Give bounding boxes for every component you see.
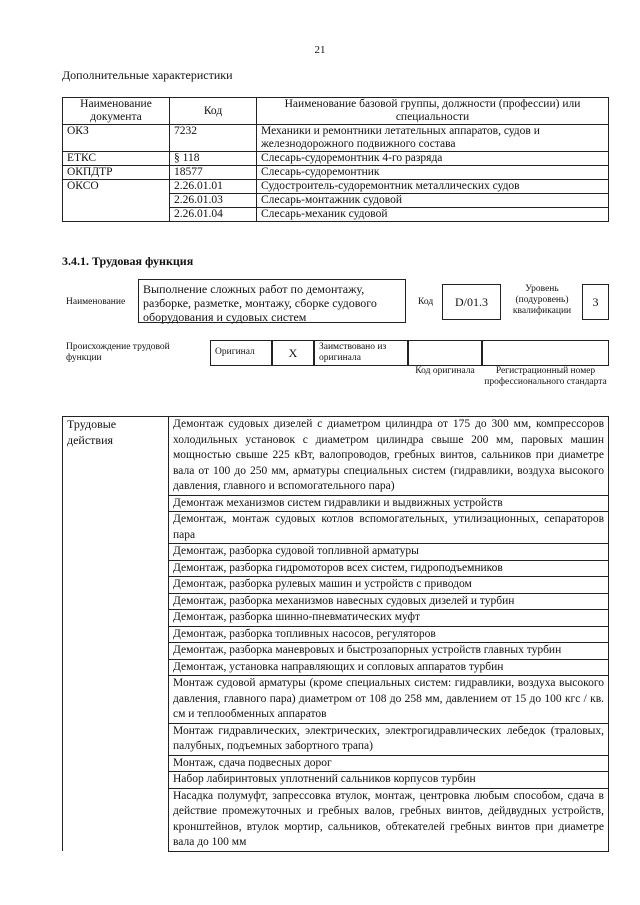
- labor-action-item: Демонтаж, установка направляющих и сопловых аппаратов турбин: [169, 659, 609, 676]
- origin-reg-cell: [482, 340, 609, 366]
- header-code: Код: [170, 98, 257, 125]
- labor-actions-table: [62, 416, 609, 852]
- origin-label: Происхождение трудовой функции: [66, 342, 170, 363]
- labor-action-item: Демонтаж судовых дизелей с диаметром цилиндра от 175 до 300 мм, компрессоров холодильных установок с диаметром цилиндра свыше 200 мм, паровых машин мощностью свыше 225 кВт, валопроводов, гребных винтов, сальников при диаметре вала от 100 до 250 мм, арматуры специальных систем (гидравлики, воздуха высокого давления, главного и вспомогательного пара): [169, 417, 609, 496]
- table-row: [63, 194, 609, 208]
- table-row: [63, 180, 609, 194]
- table-header-row: [63, 98, 609, 125]
- level-label: Уровень (подуровень) квалификации: [512, 284, 572, 316]
- cell-code: 2.26.01.03: [170, 194, 257, 208]
- cell-code: 2.26.01.01: [170, 180, 257, 194]
- name-value: Выполнение сложных работ по демонтажу, разборке, разметке, монтажу, сборке судового оборудования и судовых систем: [138, 279, 406, 323]
- origin-borrowed: Заимствовано из оригинала: [314, 340, 408, 366]
- cell-doc: [63, 208, 170, 222]
- cell-doc: ОКПДТР: [63, 166, 170, 180]
- cell-doc: ОКСО: [63, 180, 170, 194]
- characteristics-table: [62, 97, 609, 222]
- header-doc: Наименование документа: [63, 98, 170, 125]
- header-name: Наименование базовой группы, должности (профессии) или специальности: [257, 98, 609, 125]
- cell-name: Слесарь-монтажник судовой: [257, 194, 609, 208]
- labor-action-item: Демонтаж механизмов систем гидравлики и выдвижных устройств: [169, 495, 609, 512]
- code-label: Код: [418, 297, 434, 307]
- caption-reg: Регистрационный номер профессионального стандарта: [484, 366, 607, 387]
- labor-action-item: Монтаж гидравлических, электрических, электрогидравлических лебедок (траловых, палубных, подъемных забортного трапа): [169, 723, 609, 755]
- cell-code: 7232: [170, 125, 257, 152]
- cell-code: 2.26.01.04: [170, 208, 257, 222]
- cell-doc: [63, 194, 170, 208]
- cell-doc: ОКЗ: [63, 125, 170, 152]
- labor-action-item: Демонтаж, разборка механизмов навесных судовых дизелей и турбин: [169, 593, 609, 610]
- cell-code: 18577: [170, 166, 257, 180]
- cell-doc: ЕТКС: [63, 152, 170, 166]
- labor-action-item: Демонтаж, разборка маневровых и быстрозапорных устройств главных турбин: [169, 643, 609, 660]
- labor-action-item: Насадка полумуфт, запрессовка втулок, монтаж, центровка любым способом, сдача в действие промежуточных и гребных валов, гребных винтов, дейдвудных устройств, кронштейнов, втулок мортир, сальников, обтекателей гребных винтов при диаметре вала до 100 мм: [169, 788, 609, 851]
- labor-action-item: Демонтаж, разборка судовой топливной арматуры: [169, 544, 609, 561]
- cell-name: Слесарь-судоремонтник 4-го разряда: [257, 152, 609, 166]
- origin-original: Оригинал: [210, 340, 272, 366]
- name-label: Наименование: [66, 297, 126, 307]
- table-row: [63, 152, 609, 166]
- page-number: 21: [314, 44, 326, 56]
- origin-mark: X: [272, 340, 314, 366]
- labor-function-title: 3.4.1. Трудовая функция: [62, 254, 194, 268]
- labor-action-item: Демонтаж, разборка рулевых машин и устройств с приводом: [169, 577, 609, 594]
- labor-action-item: Демонтаж, монтаж судовых котлов вспомогательных, утилизационных, сепараторов пара: [169, 512, 609, 544]
- labor-action-item: Демонтаж, разборка топливных насосов, регуляторов: [169, 626, 609, 643]
- cell-name: Механики и ремонтники летательных аппаратов, судов и железнодорожного подвижного состава: [257, 125, 609, 152]
- level-value: 3: [582, 284, 609, 320]
- table-row: [63, 208, 609, 222]
- table-row: [63, 166, 609, 180]
- origin-code-cell: [408, 340, 482, 366]
- labor-action-item: Монтаж, сдача подвесных дорог: [169, 755, 609, 772]
- cell-code: § 118: [170, 152, 257, 166]
- table-row: [63, 125, 609, 152]
- cell-name: Слесарь-судоремонтник: [257, 166, 609, 180]
- section-title: Дополнительные характеристики: [62, 68, 233, 82]
- labor-action-item: Демонтаж, разборка шинно-пневматических муфт: [169, 610, 609, 627]
- labor-action-item: Демонтаж, разборка гидромоторов всех систем, гидроподъемников: [169, 560, 609, 577]
- table-row: [63, 417, 609, 496]
- code-value: D/01.3: [442, 284, 501, 320]
- labor-actions-body: [63, 417, 609, 852]
- cell-name: Судостроитель-судоремонтник металлических судов: [257, 180, 609, 194]
- cell-name: Слесарь-механик судовой: [257, 208, 609, 222]
- caption-code: Код оригинала: [415, 366, 475, 376]
- labor-action-item: Набор лабиринтовых уплотнений сальников корпусов турбин: [169, 772, 609, 789]
- labor-actions-label: Трудовые действия: [63, 417, 169, 852]
- labor-action-item: Монтаж судовой арматуры (кроме специальных систем: гидравлики, воздуха высокого давления, главного пара) диаметром от 108 до 258 мм, давлением от 15 до 100 кгс / кв. см и теплообменных аппаратов: [169, 676, 609, 724]
